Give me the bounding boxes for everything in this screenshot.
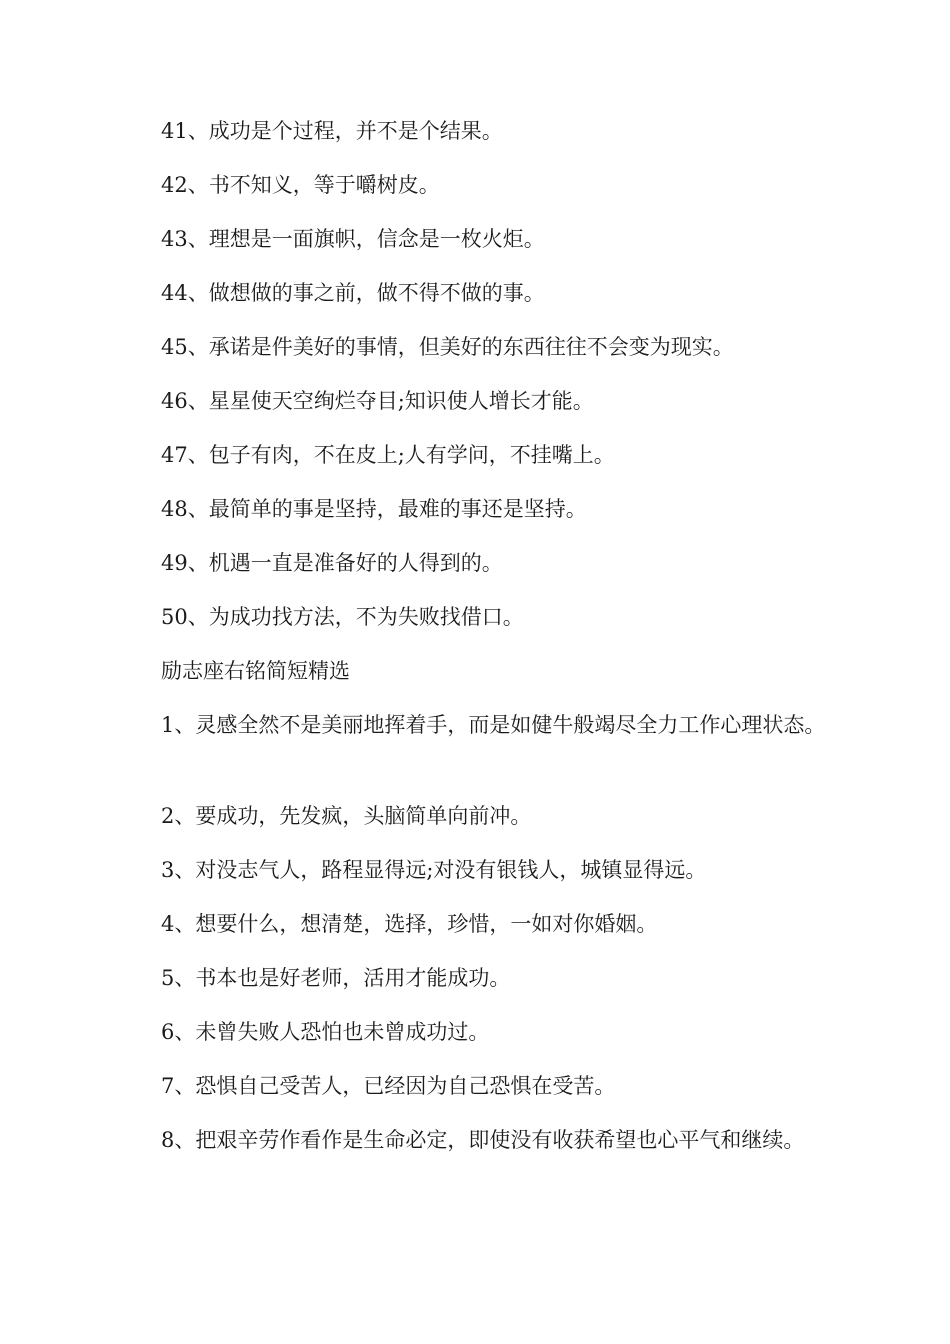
section-heading: 励志座右铭简短精选 [161, 659, 350, 683]
list-item: 7、恐惧自己受苦人，已经因为自己恐惧在受苦。 [161, 1074, 616, 1098]
list-item: 3、对没志气人，路程显得远;对没有银钱人，城镇显得远。 [161, 858, 707, 882]
list-item: 50、为成功找方法，不为失败找借口。 [161, 605, 524, 629]
list-item: 8、把艰辛劳作看作是生命必定，即使没有收获希望也心平气和继续。 [161, 1128, 805, 1152]
list-item: 41、成功是个过程，并不是个结果。 [161, 119, 503, 143]
list-item: 4、想要什么，想清楚，选择，珍惜，一如对你婚姻。 [161, 912, 658, 936]
list-item: 46、星星使天空绚烂夺目;知识使人增长才能。 [161, 389, 594, 413]
list-item: 43、理想是一面旗帜，信念是一枚火炬。 [161, 227, 545, 251]
list-item: 42、书不知义，等于嚼树皮。 [161, 173, 440, 197]
list-item: 2、要成功，先发疯，头脑简单向前冲。 [161, 804, 532, 828]
list-item: 1、灵感全然不是美丽地挥着手，而是如健牛般竭尽全力工作心理状态。 [161, 713, 826, 737]
list-item: 47、包子有肉，不在皮上;人有学问，不挂嘴上。 [161, 443, 615, 467]
list-item: 5、书本也是好老师，活用才能成功。 [161, 966, 511, 990]
list-item: 48、最简单的事是坚持，最难的事还是坚持。 [161, 497, 587, 521]
list-item: 6、未曾失败人恐怕也未曾成功过。 [161, 1020, 490, 1044]
list-item: 45、承诺是件美好的事情，但美好的东西往往不会变为现实。 [161, 335, 734, 359]
list-item: 49、机遇一直是准备好的人得到的。 [161, 551, 503, 575]
list-item: 44、做想做的事之前，做不得不做的事。 [161, 281, 545, 305]
